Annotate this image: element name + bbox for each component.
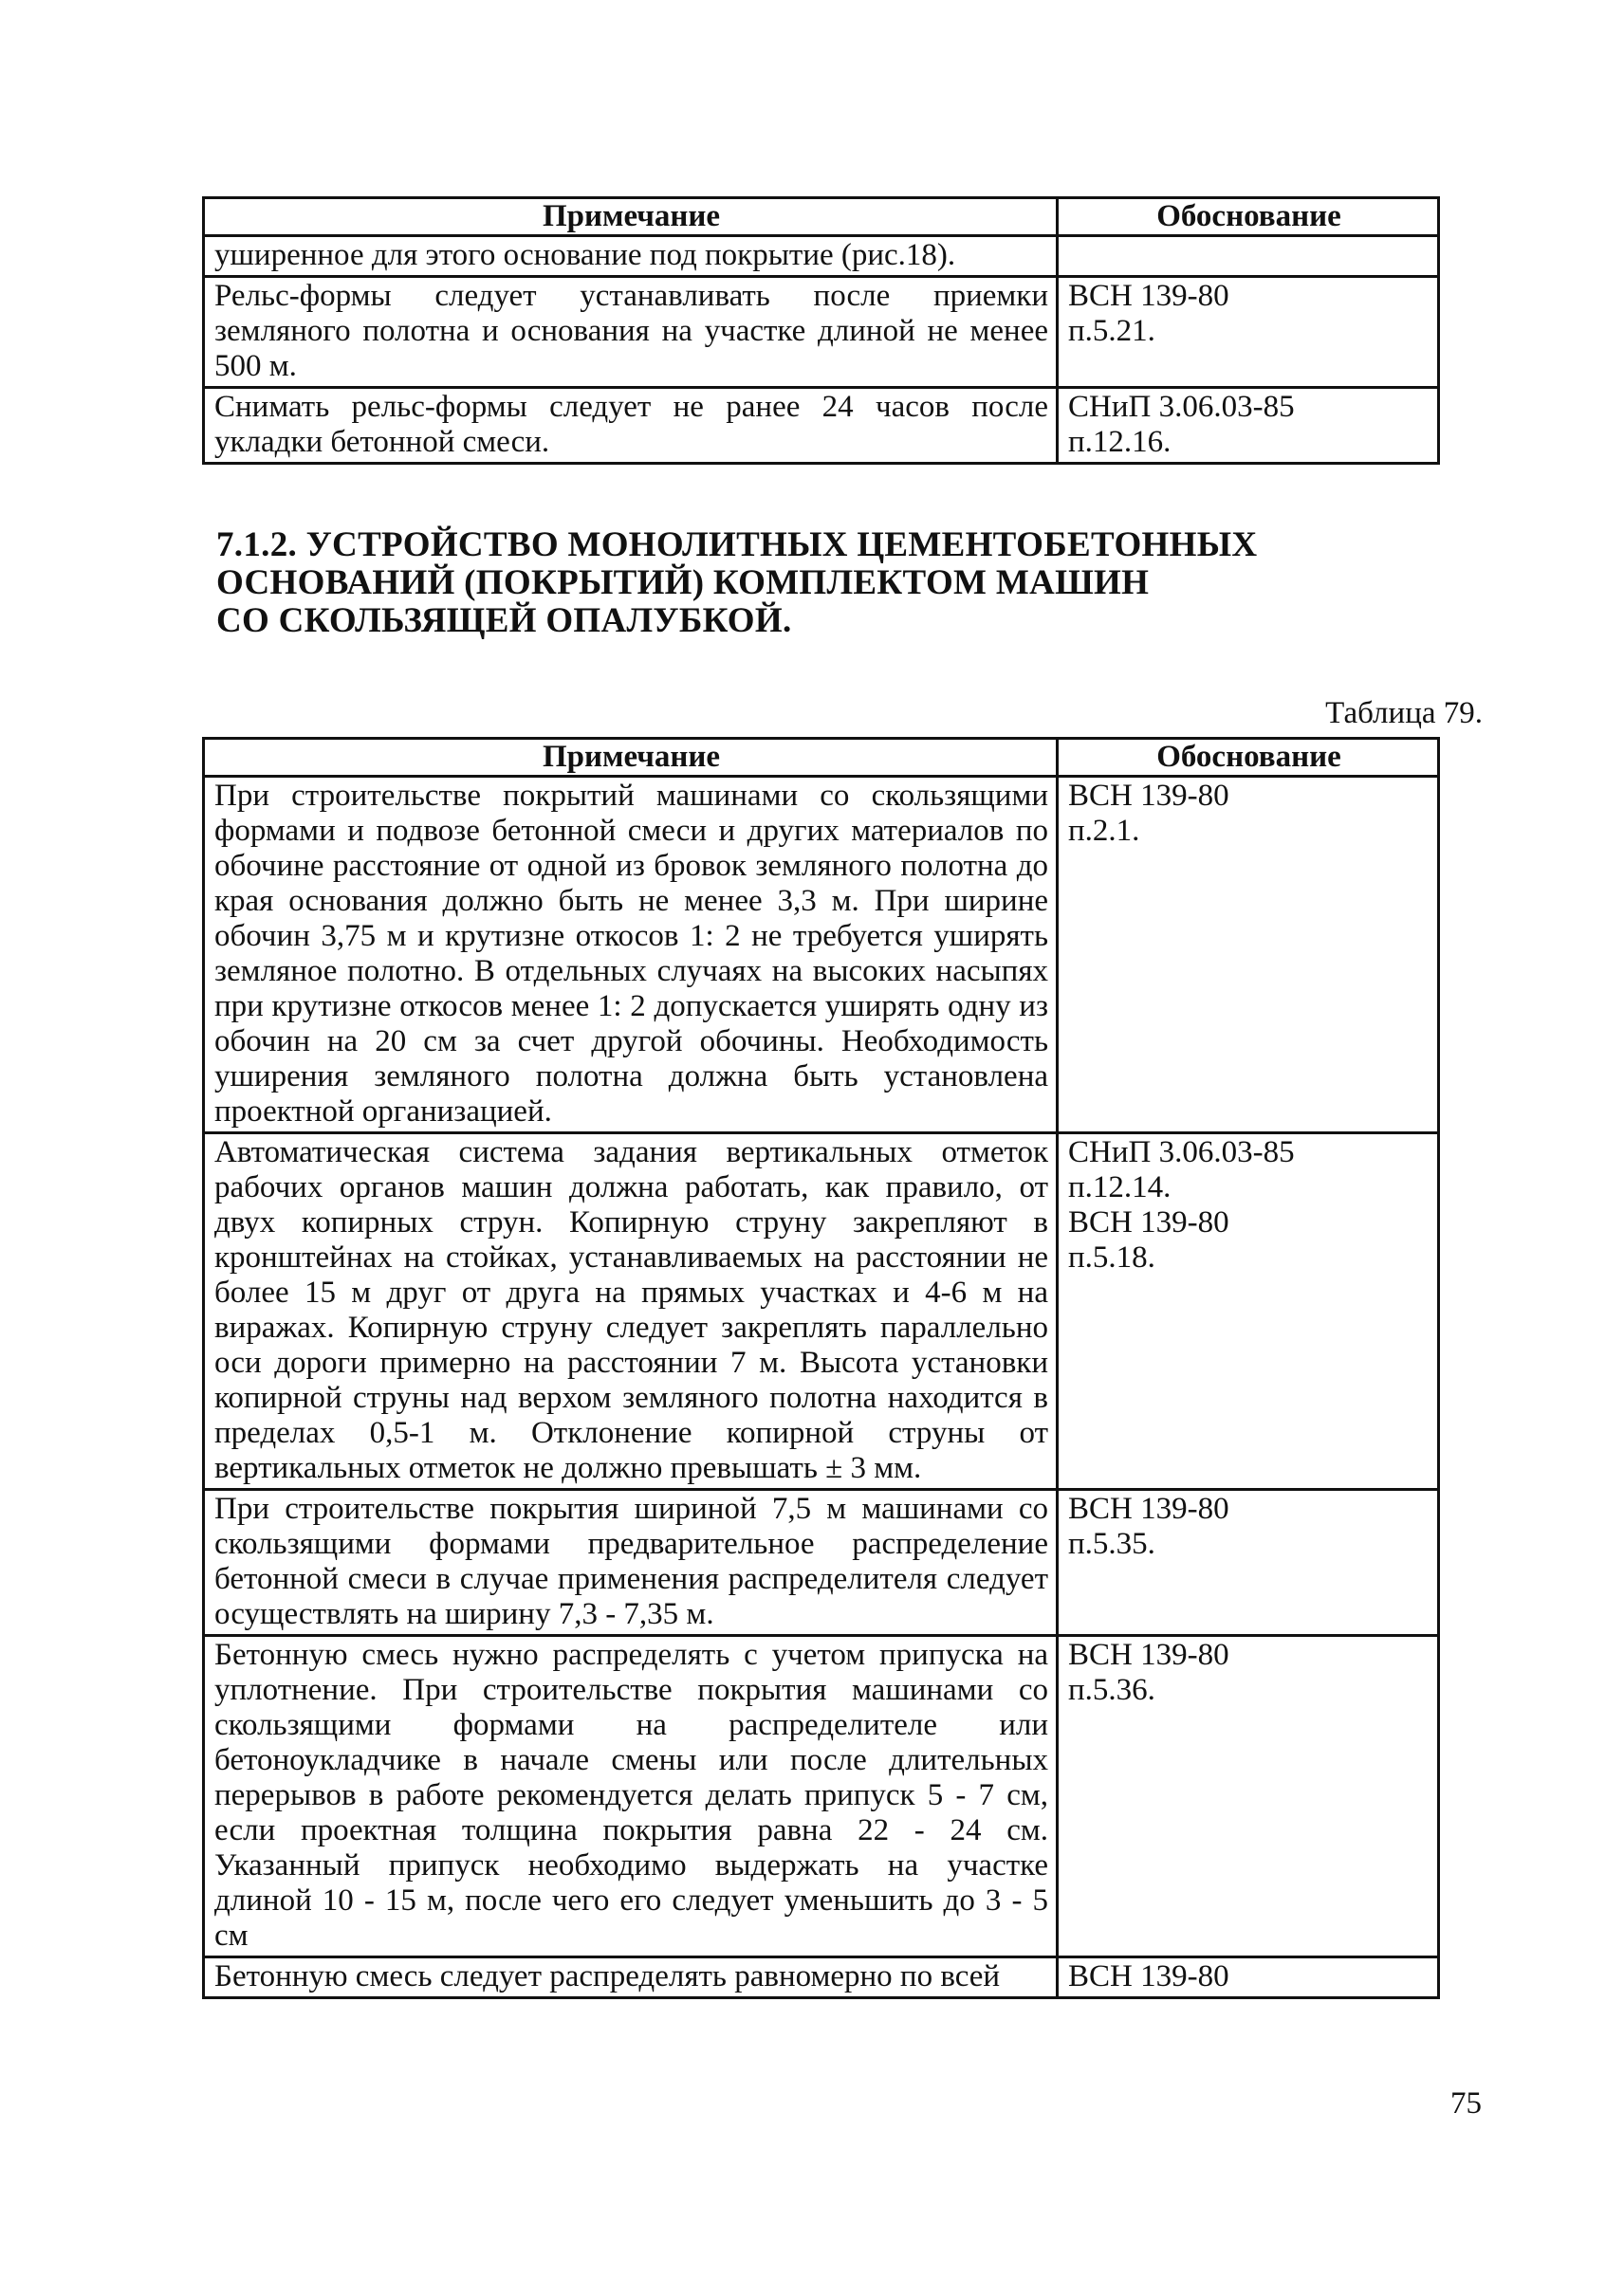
note-cell: уширенное для этого основание под покрытие (рис.18). bbox=[204, 236, 1058, 277]
section-heading bbox=[216, 526, 1257, 640]
note-cell: Автоматическая система задания вертикальных отметок рабочих органов машин должна работать, как правило, от двух копирных струн. Копирную струну закрепляют в кронштейнах на стойках, устанавливаемых на расстоянии не более 15 м друг от друга на прямых участках и 4-6 м на виражах. Копирную струну следует закреплять параллельно оси дороги примерно на расстоянии 7 м. Высота установки копирной струны над верхом земляного полотна находится в пределах 0,5-1 м. Отклонение копирной струны от вертикальных отметок не должно превышать ± 3 мм. bbox=[204, 1133, 1058, 1490]
section-heading-line: СО СКОЛЬЗЯЩЕЙ ОПАЛУБКОЙ. bbox=[216, 601, 792, 640]
basis-cell: СНиП 3.06.03-85 п.12.14. ВСН 139-80 п.5.18. bbox=[1058, 1133, 1439, 1490]
table-row bbox=[204, 777, 1439, 1133]
note-cell: Рельс-формы следует устанавливать после приемки земляного полотна и основания на участке длиной не менее 500 м. bbox=[204, 277, 1058, 388]
basis-cell: ВСН 139-80 bbox=[1058, 1957, 1439, 1998]
column-header-note: Примечание bbox=[204, 198, 1058, 236]
table-row bbox=[204, 236, 1439, 277]
table-row bbox=[204, 1490, 1439, 1636]
section-heading-line: 7.1.2. УСТРОЙСТВО МОНОЛИТНЫХ ЦЕМЕНТОБЕТОННЫХ bbox=[216, 525, 1258, 564]
basis-cell: ВСН 139-80 п.5.36. bbox=[1058, 1636, 1439, 1957]
table-row bbox=[204, 277, 1439, 388]
page-number: 75 bbox=[1450, 2086, 1482, 2121]
basis-cell: ВСН 139-80 п.5.35. bbox=[1058, 1490, 1439, 1636]
basis-cell: ВСН 139-80 п.2.1. bbox=[1058, 777, 1439, 1133]
note-cell: При строительстве покрытия шириной 7,5 м машинами со скользящими формами предварительное распределение бетонной смеси в случае применения распределителя следует осуществлять на ширину 7,3 - 7,35 м. bbox=[204, 1490, 1058, 1636]
table-row bbox=[204, 388, 1439, 464]
table-row bbox=[204, 1957, 1439, 1998]
table-caption: Таблица 79. bbox=[1325, 696, 1483, 730]
table-row bbox=[204, 1636, 1439, 1957]
continuation-table bbox=[202, 196, 1440, 465]
section-heading-line: ОСНОВАНИЙ (ПОКРЫТИЙ) КОМПЛЕКТОМ МАШИН bbox=[216, 563, 1150, 602]
table-row bbox=[204, 1133, 1439, 1490]
note-cell: Бетонную смесь следует распределять равномерно по всей bbox=[204, 1957, 1058, 1998]
column-header-basis: Обоснование bbox=[1058, 739, 1439, 777]
note-cell: Снимать рельс-формы следует не ранее 24 часов после укладки бетонной смеси. bbox=[204, 388, 1058, 464]
basis-cell: ВСН 139-80 п.5.21. bbox=[1058, 277, 1439, 388]
basis-cell bbox=[1058, 236, 1439, 277]
table-header-row bbox=[204, 198, 1439, 236]
note-cell: При строительстве покрытий машинами со скользящими формами и подвозе бетонной смеси и других материалов по обочине расстояние от одной из бровок земляного полотна до края основания должно быть не менее 3,3 м. При ширине обочин 3,75 м и крутизне откосов 1: 2 не требуется уширять земляное полотно. В отдельных случаях на высоких насыпях при крутизне откосов менее 1: 2 допускается уширять одну из обочин на 20 см за счет другой обочины. Необходимость уширения земляного полотна должна быть установлена проектной организацией. bbox=[204, 777, 1058, 1133]
table-79 bbox=[202, 737, 1440, 1999]
column-header-note: Примечание bbox=[204, 739, 1058, 777]
note-cell: Бетонную смесь нужно распределять с учетом припуска на уплотнение. При строительстве покрытия машинами со скользящими формами на распределителе или бетоноукладчике в начале смены или после длительных перерывов в работе рекомендуется делать припуск 5 - 7 см, если проектная толщина покрытия равна 22 - 24 см. Указанный припуск необходимо выдержать на участке длиной 10 - 15 м, после чего его следует уменьшить до 3 - 5 см bbox=[204, 1636, 1058, 1957]
basis-cell: СНиП 3.06.03-85 п.12.16. bbox=[1058, 388, 1439, 464]
table-header-row bbox=[204, 739, 1439, 777]
column-header-basis: Обоснование bbox=[1058, 198, 1439, 236]
